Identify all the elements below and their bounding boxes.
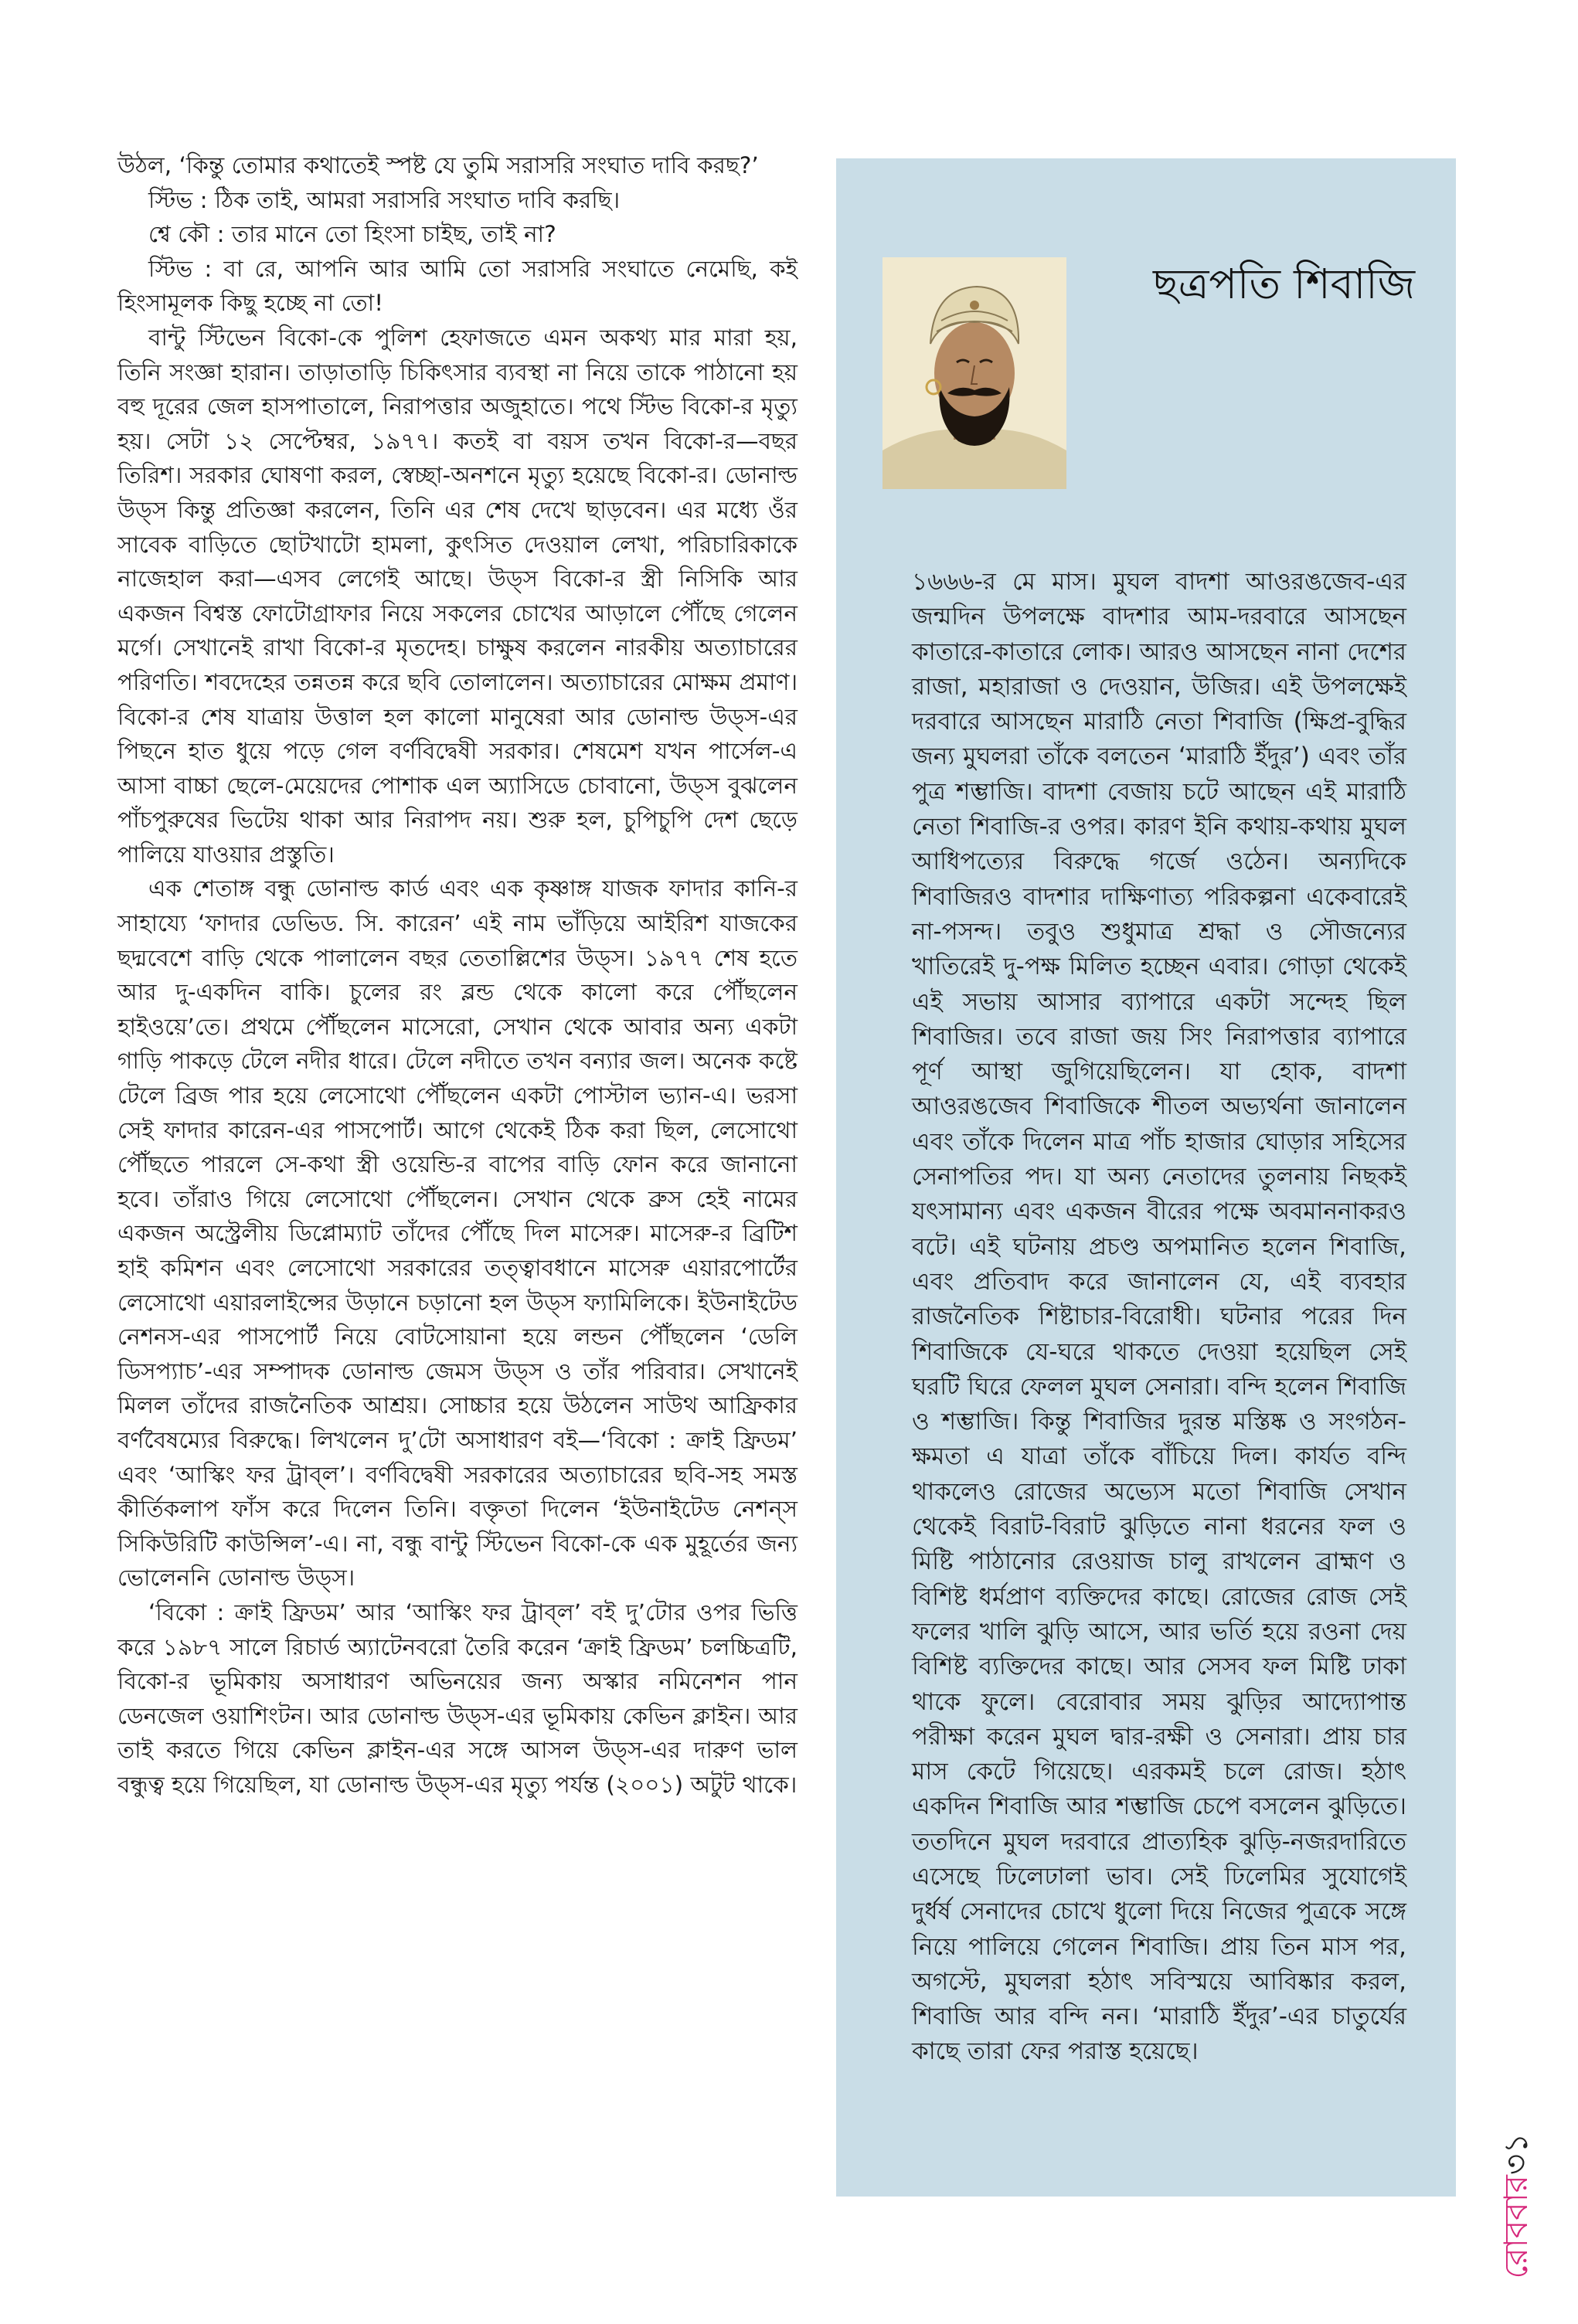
page-folio [1485, 2109, 1547, 2302]
magazine-name: রোববার [1497, 2175, 1535, 2279]
shivaji-portrait-icon [883, 257, 1066, 489]
sidebar-paragraph: ১৬৬৬-র মে মাস। মুঘল বাদশা আওরঙজেব-এর জন্মদিন উপলক্ষে বাদশার আম-দরবারে আসছেন কাতারে-কাতারে লোক। আরও আসছেন নানা দেশের রাজা, মহারাজা ও দেওয়ান, উজির। এই উপলক্ষেই দরবারে আসছেন মারাঠি নেতা শিবাজি (ক্ষিপ্র-বুদ্ধির জন্য মুঘলরা তাঁকে বলতেন ‘মারাঠি ইঁদুর’) এবং তাঁর পুত্র শম্ভাজি। বাদশা বেজায় চটে আছেন এই মারাঠি নেতা শিবাজি-র ওপর। কারণ ইনি কথায়-কথায় মুঘল আধিপত্যের বিরুদ্ধে গর্জে ওঠেন। অন্যদিকে শিবাজিরও বাদশার দাক্ষিণাত্য পরিকল্পনা একেবারেই না-পসন্দ। তবুও শুধুমাত্র শ্রদ্ধা ও সৌজন্যের খাতিরেই দু-পক্ষ মিলিত হচ্ছেন এবার। গোড়া থেকেই এই সভায় আসার ব্যাপারে একটা সন্দেহ ছিল শিবাজির। তবে রাজা জয় সিং নিরাপত্তার ব্যাপারে পূর্ণ আস্থা জুগিয়েছিলেন। যা হোক, বাদশা আওরঙজেব শিবাজিকে শীতল অভ্যর্থনা জানালেন এবং তাঁকে দিলেন মাত্র পাঁচ হাজার ঘোড়ার সহিসের সেনাপতির পদ। যা অন্য নেতাদের তুলনায় নিছকই যৎসামান্য এবং একজন বীরের পক্ষে অবমাননাকরও বটে। এই ঘটনায় প্রচণ্ড অপমানিত হলেন শিবাজি, এবং প্রতিবাদ করে জানালেন যে, এই ব্যবহার রাজনৈতিক শিষ্টাচার-বিরোধী। ঘটনার পরের দিন শিবাজিকে যে-ঘরে থাকতে দেওয়া হয়েছিল সেই ঘরটি ঘিরে ফেলল মুঘল সেনারা। বন্দি হলেন শিবাজি ও শম্ভাজি। কিন্তু শিবাজির দুরন্ত মস্তিষ্ক ও সংগঠন-ক্ষমতা এ যাত্রা তাঁকে বাঁচিয়ে দিল। কার্যত বন্দি থাকলেও রোজের অভ্যেস মতো শিবাজি সেখান থেকেই বিরাট-বিরাট ঝুড়িতে নানা ধরনের ফল ও মিষ্টি পাঠানোর রেওয়াজ চালু রাখলেন ব্রাহ্মণ ও বিশিষ্ট ধর্মপ্রাণ ব্যক্তিদের কাছে। রোজের রোজ সেই ফলের খালি ঝুড়ি আসে, আর ভর্তি হয়ে রওনা দেয় বিশিষ্ট ব্যক্তিদের কাছে। আর সেসব ফল মিষ্টি ঢাকা থাকে ফুলে। বেরোবার সময় ঝুড়ির আদ্যোপান্ত পরীক্ষা করেন মুঘল দ্বার-রক্ষী ও সেনারা। প্রায় চার মাস কেটে গিয়েছে। এরকমই চলে রোজ। হঠাৎ একদিন শিবাজি আর শম্ভাজি চেপে বসলেন ঝুড়িতে। ততদিনে মুঘল দরবারে প্রাত্যহিক ঝুড়ি-নজরদারিতে এসেছে ঢিলেঢালা ভাব। সেই ঢিলেমির সুযোগেই দুর্ধর্ষ সেনাদের চোখে ধুলো দিয়ে নিজের পুত্রকে সঙ্গে নিয়ে পালিয়ে গেলেন শিবাজি। প্রায় তিন মাস পর, অগস্টে, মুঘলরা হঠাৎ সবিস্ময়ে আবিষ্কার করল, শিবাজি আর বন্দি নন। ‘মারাঠি ইঁদুর’-এর চাতুর্যের কাছে তারা ফের পরাস্ত হয়েছে। [912, 568, 1406, 2066]
page-number: ৩১ [1497, 2132, 1535, 2176]
folio-text [1485, 2115, 1547, 2297]
article-paragraph: এক শেতাঙ্গ বন্ধু ডোনাল্ড কার্ড এবং এক কৃষ্ণাঙ্গ যাজক ফাদার কানি-র সাহায্যে ‘ফাদার ডেভিড. সি. কারেন’ এই নাম ভাঁড়িয়ে আইরিশ যাজকের ছদ্মবেশে বাড়ি থেকে পালালেন বছর তেতাল্লিশের উড্‌স। ১৯৭৭ শেষ হতে আর দু-একদিন বাকি। চুলের রং ব্লন্ড থেকে কালো করে পৌঁছলেন হাইওয়ে’তে। প্রথমে পৌঁছলেন মাসেরো, সেখান থেকে আবার অন্য একটা গাড়ি পাকড়ে টেলে নদীর ধারে। টেলে নদীতে তখন বন্যার জল। অনেক কষ্টে টেলে ব্রিজ পার হয়ে লেসোথো পৌঁছলেন একটা পোস্টাল ভ্যান-এ। ভরসা সেই ফাদার কারেন-এর পাসপোর্ট। আগে থেকেই ঠিক করা ছিল, লেসোথো পৌঁছতে পারলে সে-কথা স্ত্রী ওয়েন্ডি-র বাপের বাড়ি ফোন করে জানানো হবে। তাঁরাও গিয়ে লেসোথো পৌঁছলেন। সেখান থেকে ব্রুস হেই নামের একজন অস্ট্রেলীয় ডিপ্লোম্যাট তাঁদের পৌঁছে দিল মাসেরু। মাসেরু-র ব্রিটিশ হাই কমিশন এবং লেসোথো সরকারের তত্ত্বাবধানে মাসেরু এয়ারপোর্টের লেসোথো এয়ারলাইন্সের উড়ানে চড়ানো হল উড্‌স ফ্যামিলিকে। ইউনাইটেড নেশনস-এর পাসপোর্ট নিয়ে বোটসোয়ানা হয়ে লন্ডন পৌঁছলেন ‘ডেলি ডিসপ্যাচ’-এর সম্পাদক ডোনাল্ড জেমস উড্‌স ও তাঁর পরিবার। সেখানেই মিলল তাঁদের রাজনৈতিক আশ্রয়। সোচ্চার হয়ে উঠলেন সাউথ আফ্রিকার বর্ণবৈষম্যের বিরুদ্ধে। লিখলেন দু’টো অসাধারণ বই—‘বিকো : ক্রাই ফ্রিডম’ এবং ‘আস্কিং ফর ট্রাব্‌ল’। বর্ণবিদ্বেষী সরকারের অত্যাচারের ছবি-সহ সমস্ত কীর্তিকলাপ ফাঁস করে দিলেন তিনি। বক্তৃতা দিলেন ‘ইউনাইটেড নেশন্‌স সিকিউরিটি কাউন্সিল’-এ। না, বন্ধু বান্টু স্টিভেন বিকো-কে এক মুহূর্তের জন্য ভোলেননি ডোনাল্ড উড্‌স। [117, 875, 798, 1592]
article-paragraph: উঠল, ‘কিন্তু তোমার কথাতেই স্পষ্ট যে তুমি সরাসরি সংঘাত দাবি করছ?’ [117, 152, 759, 178]
article-paragraph: ‘বিকো : ক্রাই ফ্রিডম’ আর ‘আস্কিং ফর ট্রাব্‌ল’ বই দু’টোর ওপর ভিত্তি করে ১৯৮৭ সালে রিচার্ড অ্যাটেনবরো তৈরি করেন ‘ক্রাই ফ্রিডম’ চলচ্চিত্রটি, বিকো-র ভূমিকায় অসাধারণ অভিনয়ের জন্য অস্কার নমিনেশন পান ডেনজেল ওয়াশিংটন। আর ডোনাল্ড উড্‌স-এর ভূমিকায় কেভিন ক্লাইন। আর তাই করতে গিয়ে কেভিন ক্লাইন-এর সঙ্গে আসল উড্‌স-এর দারুণ ভাল বন্ধুত্ব হয়ে গিয়েছিল, যা ডোনাল্ড উড্‌স-এর মৃত্যু পর্যন্ত (২০০১) অটুট থাকে। [117, 1599, 798, 1798]
article-paragraph: স্টিভ : বা রে, আপনি আর আমি তো সরাসরি সংঘাতে নেমেছি, কই হিংসামূলক কিছু হচ্ছে না তো! [117, 255, 798, 317]
sidebar-box [836, 158, 1456, 2197]
article-paragraph: বান্টু স্টিভেন বিকো-কে পুলিশ হেফাজতে এমন অকথ্য মার মারা হয়, তিনি সংজ্ঞা হারান। তাড়াতাড়ি চিকিৎসার ব্যবস্থা না নিয়ে তাকে পাঠানো হয় বহু দূরের জেল হাসপাতালে, নিরাপত্তার অজুহাতে। পথে স্টিভ বিকো-র মৃত্যু হয়। সেটা ১২ সেপ্টেম্বর, ১৯৭৭। কতই বা বয়স তখন বিকো-র—বছর তিরিশ। সরকার ঘোষণা করল, স্বেচ্ছা-অনশনে মৃত্যু হয়েছে বিকো-র। ডোনাল্ড উড্‌স কিন্তু প্রতিজ্ঞা করলেন, তিনি এর শেষ দেখে ছাড়বেন। এর মধ্যে ওঁর সাবেক বাড়িতে ছোটখাটো হামলা, কুৎসিত দেওয়াল লেখা, পরিচারিকাকে নাজেহাল করা—এসব লেগেই আছে। উড্‌স বিকো-র স্ত্রী নিসিকি আর একজন বিশ্বস্ত ফোটোগ্রাফার নিয়ে সকলের চোখের আড়ালে পৌঁছে গেলেন মর্গে। সেখানেই রাখা বিকো-র মৃতদেহ। চাক্ষুষ করলেন নারকীয় অত্যাচারের পরিণতি। শবদেহের তন্নতন্ন করে ছবি তোলালেন। অত্যাচারের মোক্ষম প্রমাণ। বিকো-র শেষ যাত্রায় উত্তাল হল কালো মানুষেরা আর ডোনাল্ড উড্‌স-এর পিছনে হাত ধুয়ে পড়ে গেল বর্ণবিদ্বেষী সরকার। শেষমেশ যখন পার্সেল-এ আসা বাচ্চা ছেলে-মেয়েদের পোশাক এল অ্যাসিডে চোবানো, উড্‌স বুঝলেন পাঁচপুরুষের ভিটেয় থাকা আর নিরাপদ নয়। শুরু হল, চুপিচুপি দেশ ছেড়ে পালিয়ে যাওয়ার প্রস্তুতি। [117, 324, 798, 868]
sidebar-title: ছত্রপতি শিবাজি [1153, 260, 1416, 308]
sidebar-body [912, 565, 1406, 2070]
article-column [117, 148, 798, 1802]
article-paragraph: স্টিভ : ঠিক তাই, আমরা সরাসরি সংঘাত দাবি করছি। [148, 186, 621, 213]
article-paragraph: শ্বে কৌ : তার মানে তো হিংসা চাইছ, তাই না? [148, 221, 556, 248]
